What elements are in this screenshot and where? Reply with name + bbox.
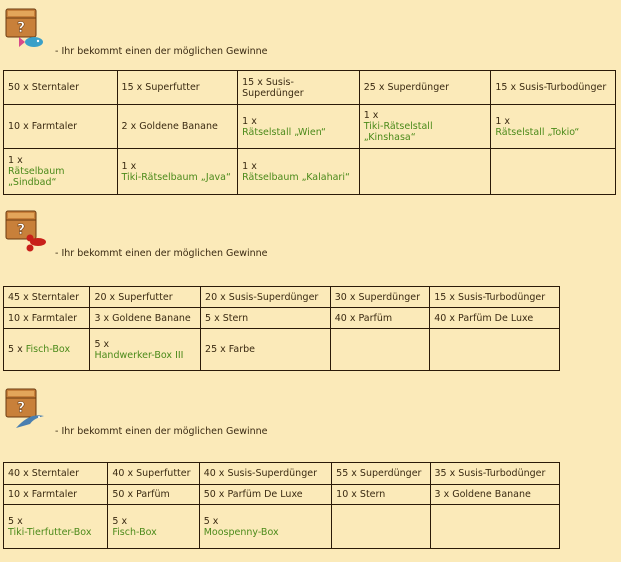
table-cell	[332, 505, 430, 549]
treasure-chest-fish-icon	[4, 6, 50, 52]
table-cell	[359, 71, 491, 105]
prize-quantity: 5 x	[94, 338, 110, 350]
table-cell	[491, 105, 616, 149]
prizes-table-3	[3, 462, 560, 549]
table-cell	[4, 71, 118, 105]
table-cell	[4, 329, 90, 371]
prizes-table-1	[3, 70, 616, 195]
table-cell	[90, 287, 201, 308]
section-1-caption: - Ihr bekommt einen der möglichen Gewinne	[55, 46, 268, 57]
table-cell	[430, 308, 560, 329]
table-cell	[4, 505, 108, 549]
prize-text: 45 x Sterntaler	[8, 291, 80, 303]
table-row	[4, 485, 560, 505]
table-cell	[90, 329, 201, 371]
prize-text: 15 x Susis-Turbodünger	[495, 82, 607, 93]
prize-text: 40 x Superfutter	[112, 468, 191, 479]
table-cell	[430, 287, 560, 308]
table-cell	[108, 505, 199, 549]
table-cell	[332, 463, 430, 485]
prize-link[interactable]: Rätselbaum „Sindbad“	[8, 166, 65, 188]
table-cell	[117, 149, 238, 195]
table-row	[4, 308, 560, 329]
prize-text: 20 x Susis-Superdünger	[205, 291, 319, 303]
treasure-chest-dolphin-icon	[4, 386, 50, 432]
prize-link[interactable]: Rätselbaum „Kalahari“	[242, 171, 350, 183]
prize-link[interactable]: Tiki-Rätselbaum „Java“	[121, 171, 231, 183]
prize-text: 40 x Susis-Superdünger	[203, 468, 317, 479]
prize-quantity: 1 x	[242, 160, 257, 172]
prize-link[interactable]: Handwerker-Box III	[94, 349, 184, 361]
section-3-caption: - Ihr bekommt einen der möglichen Gewinne	[55, 426, 268, 437]
table-cell	[491, 71, 616, 105]
table-cell	[238, 71, 360, 105]
table-cell	[430, 485, 559, 505]
prize-text: 40 x Sterntaler	[8, 468, 80, 479]
prize-text: 25 x Superdünger	[363, 82, 449, 93]
prize-text: 2 x Goldene Banane	[121, 121, 218, 132]
prize-text: 10 x Farmtaler	[8, 312, 78, 324]
prize-quantity: 5 x	[112, 515, 128, 527]
table-cell	[108, 485, 199, 505]
prize-text: 3 x Goldene Banane	[434, 489, 531, 500]
prize-text: 35 x Susis-Turbodünger	[434, 468, 546, 479]
table-cell	[4, 463, 108, 485]
table-row	[4, 505, 560, 549]
table-cell	[430, 329, 560, 371]
prize-text: 40 x Parfüm	[334, 312, 393, 324]
prize-quantity: 1 x	[8, 155, 23, 166]
prize-quantity: 5 x	[8, 515, 23, 527]
prize-quantity: 5 x	[203, 515, 219, 527]
prize-text: 20 x Superfutter	[94, 291, 173, 303]
table-cell	[117, 105, 238, 149]
table-cell	[108, 463, 199, 485]
prize-text: 5 x Stern	[205, 312, 249, 324]
table-cell	[90, 308, 201, 329]
table-cell	[4, 485, 108, 505]
prize-link[interactable]: Tiki-Tierfutter-Box	[8, 526, 92, 538]
prize-link[interactable]: Moospenny-Box	[203, 526, 279, 538]
table-cell	[201, 308, 331, 329]
prize-link[interactable]: Rätselstall „Wien“	[242, 126, 326, 138]
table-cell	[430, 463, 559, 485]
prize-text: 50 x Sterntaler	[8, 82, 80, 93]
table-cell	[201, 329, 331, 371]
table-cell	[330, 287, 430, 308]
table-cell	[117, 71, 238, 105]
prize-link[interactable]: Fisch-Box	[25, 344, 71, 355]
svg-text:?: ?	[16, 20, 26, 36]
prize-text: 50 x Parfüm De Luxe	[203, 489, 303, 500]
prize-quantity: 1 x	[495, 115, 511, 127]
table-row	[4, 287, 560, 308]
table-cell	[199, 485, 331, 505]
prize-link[interactable]: Rätselstall „Tokio“	[495, 126, 580, 138]
prize-text: 10 x Farmtaler	[8, 121, 78, 132]
prize-quantity: 1 x	[363, 110, 379, 121]
table-row	[4, 105, 616, 149]
table-cell	[199, 505, 331, 549]
prize-text: 50 x Parfüm	[112, 489, 170, 500]
table-cell	[199, 463, 331, 485]
prize-text: 40 x Parfüm De Luxe	[434, 312, 534, 324]
prize-link[interactable]: Tiki-Rätselstall „Kinshasa“	[363, 121, 433, 143]
table-row	[4, 329, 560, 371]
table-cell	[201, 287, 331, 308]
table-cell	[4, 287, 90, 308]
table-cell	[430, 505, 559, 549]
table-cell	[491, 149, 616, 195]
table-cell	[330, 308, 430, 329]
table-cell	[238, 149, 360, 195]
table-cell	[332, 485, 430, 505]
prize-link[interactable]: Fisch-Box	[112, 526, 157, 538]
table-cell	[4, 308, 90, 329]
prize-text: 3 x Goldene Banane	[94, 312, 191, 324]
svg-text:?: ?	[16, 400, 26, 416]
table-cell	[359, 105, 491, 149]
treasure-chest-lobster-icon	[4, 208, 50, 254]
section-2-caption: - Ihr bekommt einen der möglichen Gewinne	[55, 248, 268, 259]
prize-text: 25 x Farbe	[205, 344, 255, 355]
prize-quantity: 1 x	[242, 115, 257, 127]
prize-quantity: 1 x	[121, 160, 137, 172]
table-cell	[4, 149, 118, 195]
prize-text: 10 x Stern	[336, 489, 386, 500]
prize-text: 30 x Superdünger	[334, 291, 421, 303]
svg-text:?: ?	[16, 222, 26, 238]
prize-quantity: 5 x	[8, 344, 26, 355]
prize-text: 15 x Susis-Superdünger	[242, 76, 304, 99]
prizes-table-2	[3, 286, 560, 371]
prize-text: 15 x Susis-Turbodünger	[434, 291, 546, 303]
table-row	[4, 71, 616, 105]
table-row	[4, 149, 616, 195]
prize-text: 10 x Farmtaler	[8, 489, 78, 500]
table-cell	[330, 329, 430, 371]
prize-text: 55 x Superdünger	[336, 468, 422, 479]
table-cell	[4, 105, 118, 149]
table-cell	[359, 149, 491, 195]
prize-text: 15 x Superfutter	[121, 82, 200, 93]
table-cell	[238, 105, 360, 149]
table-row	[4, 463, 560, 485]
